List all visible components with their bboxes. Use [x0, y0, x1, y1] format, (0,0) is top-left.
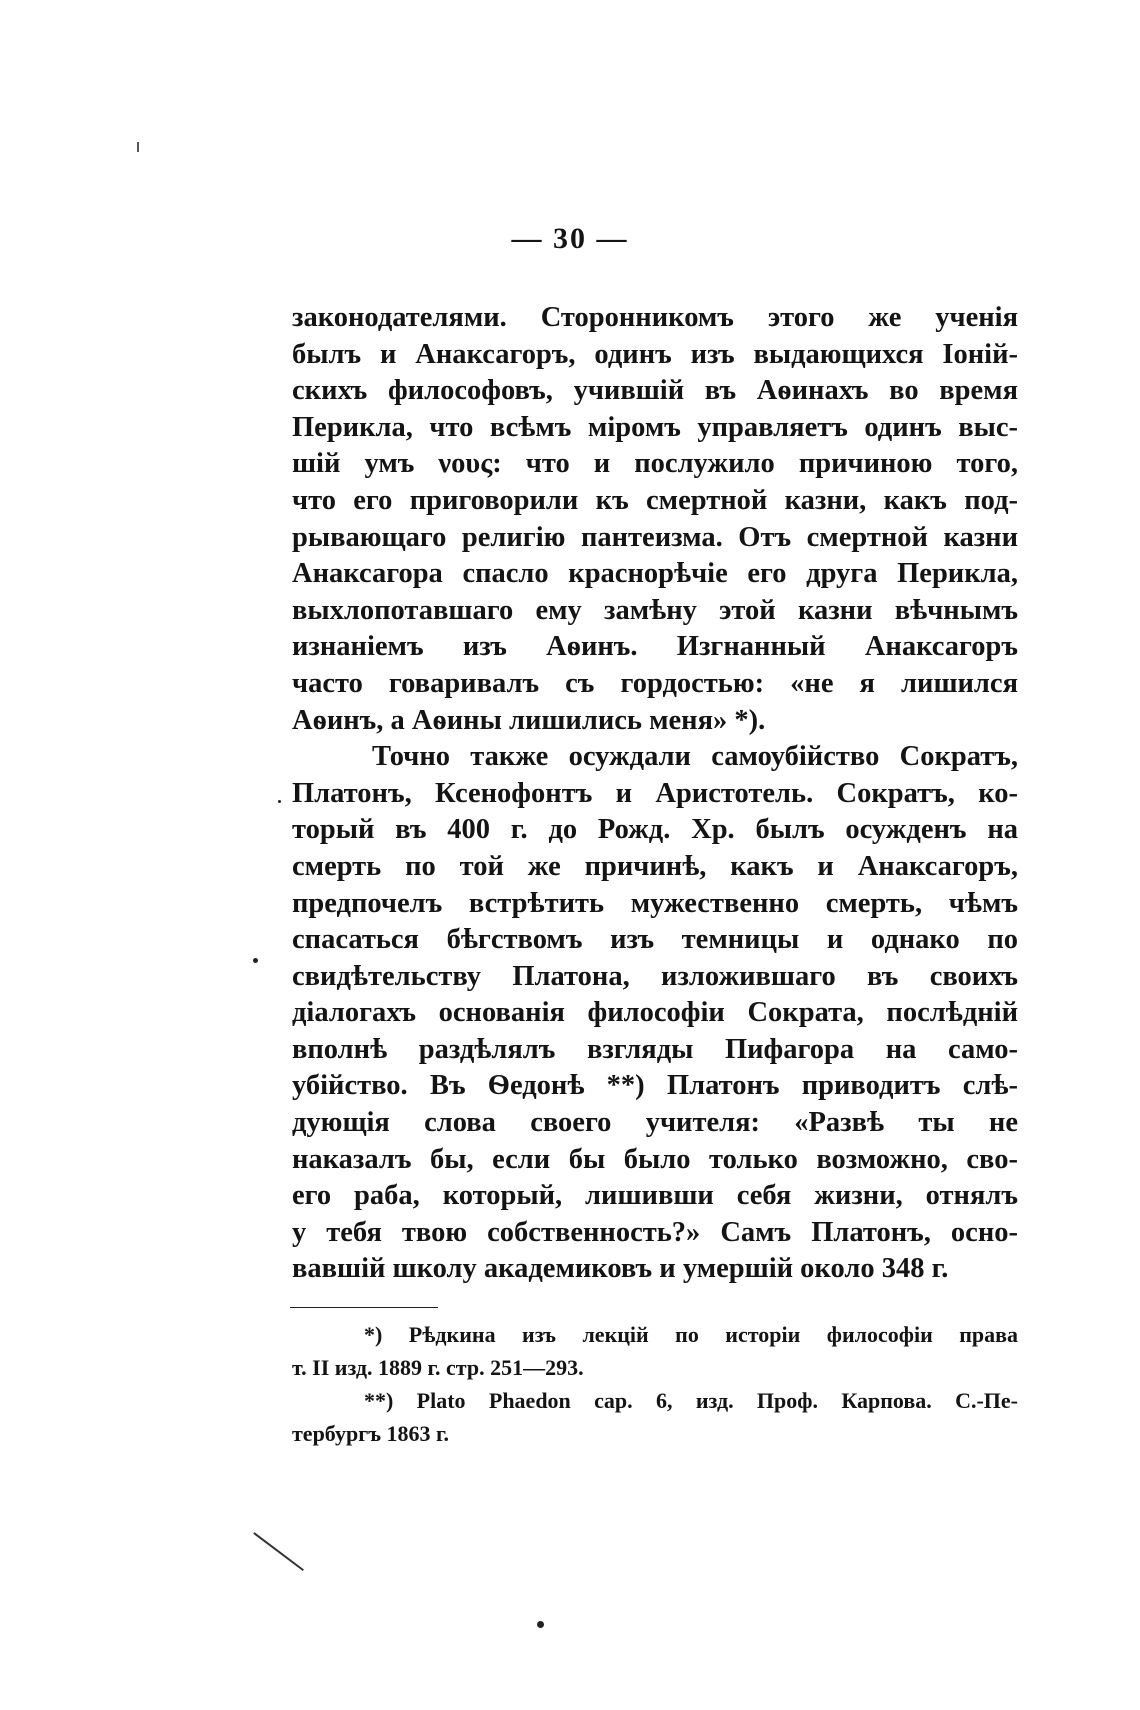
text-line: Аѳинъ, а Аѳины лишились меня» *).: [292, 704, 766, 736]
text-line: изнаніемъ изъ Аѳинъ. Изгнанный Анаксагоръ: [292, 631, 1018, 663]
text-line: шій умъ νους: что и послужило причиною того,: [292, 448, 1018, 480]
footnote-line: тербургъ 1863 г.: [292, 1421, 450, 1446]
text-line: вавшій школу академиковъ и умершій около 348 г.: [292, 1253, 949, 1285]
text-line: предпочелъ встрѣтить мужественно смерть, чѣмъ: [292, 887, 1018, 919]
footnotes: [292, 1318, 1018, 1450]
footnote-line: *) Рѣдкина изъ лекцій по исторіи философіи права: [364, 1322, 1018, 1347]
page-number: — 30 —: [511, 222, 629, 255]
text-line: Анаксагора спасло краснорѣчіе его друга Перикла,: [292, 558, 1018, 590]
footnote-separator: [290, 1307, 438, 1308]
text-line: смерть по той же причинѣ, какъ и Анаксагоръ,: [292, 850, 1018, 882]
text-line: свидѣтельству Платона, изложившаго въ своихъ: [292, 960, 1018, 992]
text-line: что его приговорили къ смертной казни, какъ под-: [292, 484, 1018, 516]
text-line: убійство. Въ Ѳедонѣ **) Платонъ приводитъ слѣ-: [292, 1070, 1018, 1102]
text-line: спасаться бѣгствомъ изъ темницы и однако по: [292, 924, 1018, 956]
text-line: наказалъ бы, если бы было только возможно, сво-: [292, 1143, 1018, 1175]
scan-speck: [537, 1621, 544, 1628]
text-line: торый въ 400 г. до Рожд. Хр. былъ осужденъ на: [292, 814, 1018, 846]
text-line: Платонъ, Ксенофонтъ и Аристотель. Сократъ, ко-: [292, 777, 1018, 809]
text-line: часто говаривалъ съ гордостью: «не я лишился: [292, 667, 1018, 699]
text-line: у тебя твою собственность?» Самъ Платонъ, осно-: [292, 1216, 1018, 1248]
text-line: Перикла, что всѣмъ міромъ управляетъ одинъ выс-: [292, 411, 1018, 443]
paragraph-start-line: Точно также осуждали самоубійство Сократъ,: [372, 741, 1018, 773]
text-line: его раба, который, лишивши себя жизни, отнялъ: [292, 1180, 1018, 1212]
text-line: законодателями. Сторонникомъ этого же ученія: [292, 302, 1018, 333]
scan-stroke: [254, 1532, 304, 1571]
text-line: рывающаго религію пантеизма. Отъ смертной казни: [292, 521, 1018, 553]
scan-speck: [253, 958, 258, 963]
scan-speck: [137, 142, 139, 152]
footnote-line: **) Plato Phaedon cap. 6, изд. Проф. Карпова. С.-Пе-: [364, 1388, 1018, 1413]
text-line: скихъ философовъ, учившій въ Аѳинахъ во время: [292, 375, 1018, 407]
scan-speck: [278, 800, 281, 803]
text-line: вполнѣ раздѣлялъ взгляды Пифагора на само-: [292, 1033, 1018, 1065]
text-line: діалогахъ основанія философіи Сократа, послѣдній: [292, 997, 1018, 1029]
text-line: выхлопотавшаго ему замѣну этой казни вѣчнымъ: [292, 594, 1018, 626]
text-line: былъ и Анаксагоръ, одинъ изъ выдающихся Іоній-: [292, 338, 1018, 370]
body-text: [292, 300, 1018, 1288]
text-line: дующія слова своего учителя: «Развѣ ты не: [292, 1107, 1018, 1139]
footnote-line: т. II изд. 1889 г. стр. 251—293.: [292, 1355, 584, 1380]
